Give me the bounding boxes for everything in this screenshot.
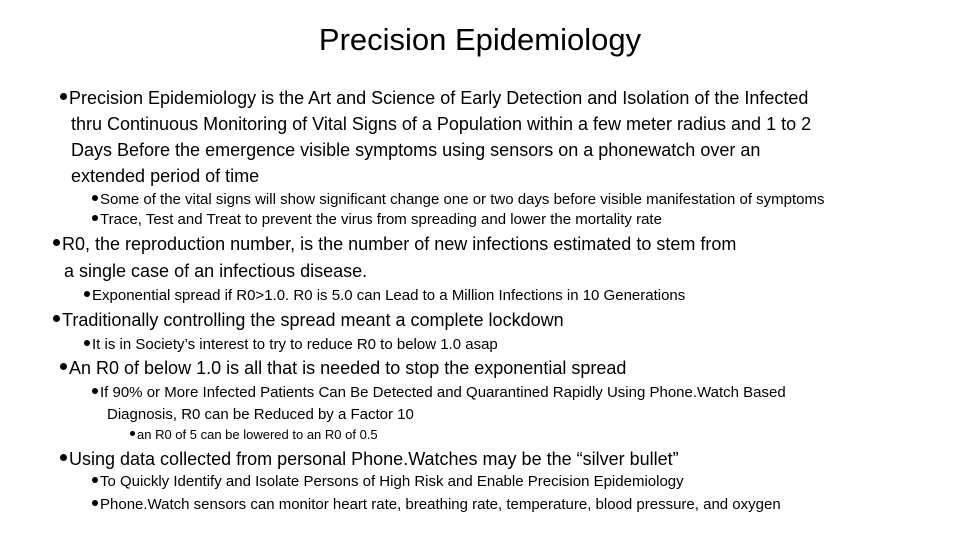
bullet-dot-icon bbox=[84, 340, 90, 346]
slide-title: Precision Epidemiology bbox=[318, 22, 642, 57]
bullet-4-sub-1-line-1 bbox=[92, 383, 786, 403]
bullet-2-line-2: a single case of an infectious disease. bbox=[64, 261, 368, 281]
bullet-dot-icon bbox=[92, 477, 98, 483]
bullet-text: Phone.Watch sensors can monitor heart rate, breathing rate, temperature, blood pressure, and oxygen bbox=[100, 496, 781, 513]
bullet-1-sub-2 bbox=[92, 210, 662, 230]
bullet-text: It is in Society’s interest to try to reduce R0 to below 1.0 asap bbox=[92, 336, 498, 353]
bullet-4 bbox=[60, 355, 626, 382]
bullet-text: Some of the vital signs will show significant change one or two days before visible manifestation of symptoms bbox=[100, 191, 825, 208]
bullet-text: An R0 of below 1.0 is all that is needed to stop the exponential spread bbox=[69, 358, 627, 378]
bullet-dot-icon bbox=[92, 215, 98, 221]
bullet-text: R0, the reproduction number, is the number of new infections estimated to stem from bbox=[62, 234, 737, 254]
bullet-dot-icon bbox=[92, 388, 98, 394]
bullet-dot-icon bbox=[60, 363, 67, 370]
bullet-dot-icon bbox=[53, 315, 60, 322]
bullet-5-sub-2 bbox=[92, 495, 781, 515]
bullet-5-sub-1 bbox=[92, 472, 684, 492]
bullet-dot-icon bbox=[84, 291, 90, 297]
bullet-dot-icon bbox=[130, 431, 135, 436]
bullet-text: If 90% or More Infected Patients Can Be Detected and Quarantined Rapidly Using Phone.Watch Based bbox=[100, 384, 786, 401]
bullet-text: an R0 of 5 can be lowered to an R0 of 0.5 bbox=[137, 427, 378, 442]
bullet-text: Traditionally controlling the spread meant a complete lockdown bbox=[62, 310, 564, 330]
bullet-1-line-1 bbox=[60, 85, 808, 112]
bullet-2-sub-1 bbox=[84, 286, 685, 306]
bullet-1-sub-1 bbox=[92, 190, 825, 210]
bullet-text: Exponential spread if R0>1.0. R0 is 5.0 can Lead to a Million Infections in 10 Generations bbox=[92, 287, 686, 304]
bullet-5 bbox=[60, 446, 679, 473]
bullet-1-line-2: thru Continuous Monitoring of Vital Signs of a Population within a few meter radius and 1 to 2 bbox=[71, 114, 812, 134]
bullet-dot-icon bbox=[60, 454, 67, 461]
bullet-dot-icon bbox=[53, 239, 60, 246]
bullet-text: Precision Epidemiology is the Art and Science of Early Detection and Isolation of the Infected bbox=[69, 88, 809, 108]
bullet-dot-icon bbox=[60, 93, 67, 100]
bullet-1-line-4: extended period of time bbox=[71, 166, 260, 186]
bullet-text: Trace, Test and Treat to prevent the virus from spreading and lower the mortality rate bbox=[100, 211, 662, 228]
bullet-dot-icon bbox=[92, 500, 98, 506]
bullet-1-line-3: Days Before the emergence visible symptoms using sensors on a phonewatch over an bbox=[71, 140, 761, 160]
bullet-text: To Quickly Identify and Isolate Persons of High Risk and Enable Precision Epidemiology bbox=[100, 473, 684, 490]
bullet-2-line-1 bbox=[53, 231, 736, 258]
bullet-4-subsub-1 bbox=[130, 426, 378, 444]
bullet-text: Using data collected from personal Phone.Watches may be the “silver bullet” bbox=[69, 449, 679, 469]
bullet-3-sub-1 bbox=[84, 335, 498, 355]
bullet-4-sub-1-line-2: Diagnosis, R0 can be Reduced by a Factor 10 bbox=[107, 406, 414, 423]
bullet-dot-icon bbox=[92, 195, 98, 201]
bullet-3 bbox=[53, 307, 564, 334]
